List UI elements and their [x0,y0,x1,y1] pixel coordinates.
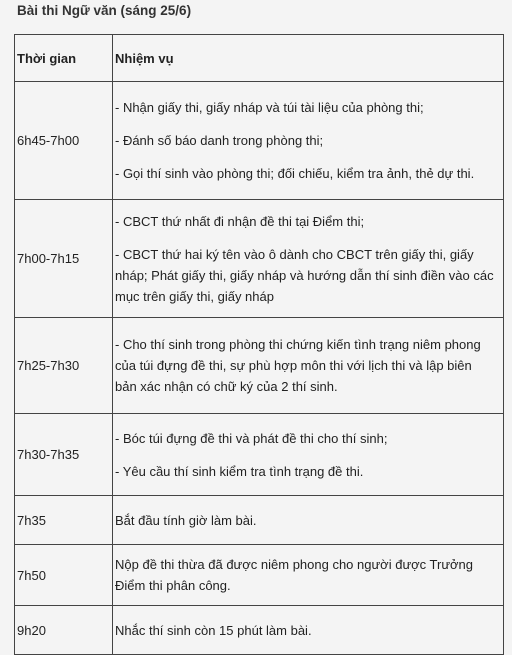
table-row [15,545,504,606]
task-item: Nộp đề thi thừa đã được niêm phong cho người được Trưởng Điểm thi phân công. [115,557,474,593]
task-item: - Đánh số báo danh trong phòng thi; [115,133,324,148]
time-cell: 7h00-7h15 [15,200,113,318]
time-cell: 6h45-7h00 [15,82,113,200]
task-cell [113,606,504,655]
time-cell: 7h35 [15,496,113,545]
task-cell [113,200,504,318]
table-row [15,496,504,545]
table-row [15,414,504,496]
task-item: - Gọi thí sinh vào phòng thi; đối chiếu, kiểm tra ảnh, thẻ dự thi. [115,166,475,181]
task-item: - CBCT thứ nhất đi nhận đề thi tại Điểm thi; [115,213,365,229]
time-cell: 7h50 [15,545,113,606]
task-item: - Yêu cầu thí sinh kiểm tra tình trạng đề thi. [115,463,364,479]
task-item: - Nhận giấy thi, giấy nháp và túi tài liệu của phòng thi; [115,100,424,115]
task-item: - Bóc túi đựng đề thi và phát đề thi cho thí sinh; [115,430,388,446]
header-time: Thời gian [15,35,113,82]
task-cell [113,318,504,414]
table-header-row [15,35,504,82]
task-item: - Cho thí sinh trong phòng thi chứng kiến tình trạng niêm phong của túi đựng đề thi, sự phù hợp môn thi với lịch thi và lập biên bản xác nhận có chữ ký của 2 thí sinh. [115,337,481,394]
table-row [15,200,504,318]
task-item: - CBCT thứ hai ký tên vào ô dành cho CBCT trên giấy thi, giấy nháp; Phát giấy thi, giấy nháp và hướng dẫn thí sinh điền vào các mục trên giấy thi, giấy nháp [115,246,494,304]
time-cell: 9h20 [15,606,113,655]
task-cell [113,82,504,200]
table-row [15,82,504,200]
task-item: Nhắc thí sinh còn 15 phút làm bài. [115,622,312,638]
table-row [15,318,504,414]
task-item: Bắt đầu tính giờ làm bài. [115,512,257,528]
time-cell: 7h25-7h30 [15,318,113,414]
table-row [15,606,504,655]
task-cell [113,414,504,496]
task-cell [113,496,504,545]
task-cell [113,545,504,606]
time-cell: 7h30-7h35 [15,414,113,496]
schedule-table [14,34,504,655]
page-title: Bài thi Ngữ văn (sáng 25/6) [17,3,192,18]
header-task: Nhiệm vụ [113,35,504,82]
